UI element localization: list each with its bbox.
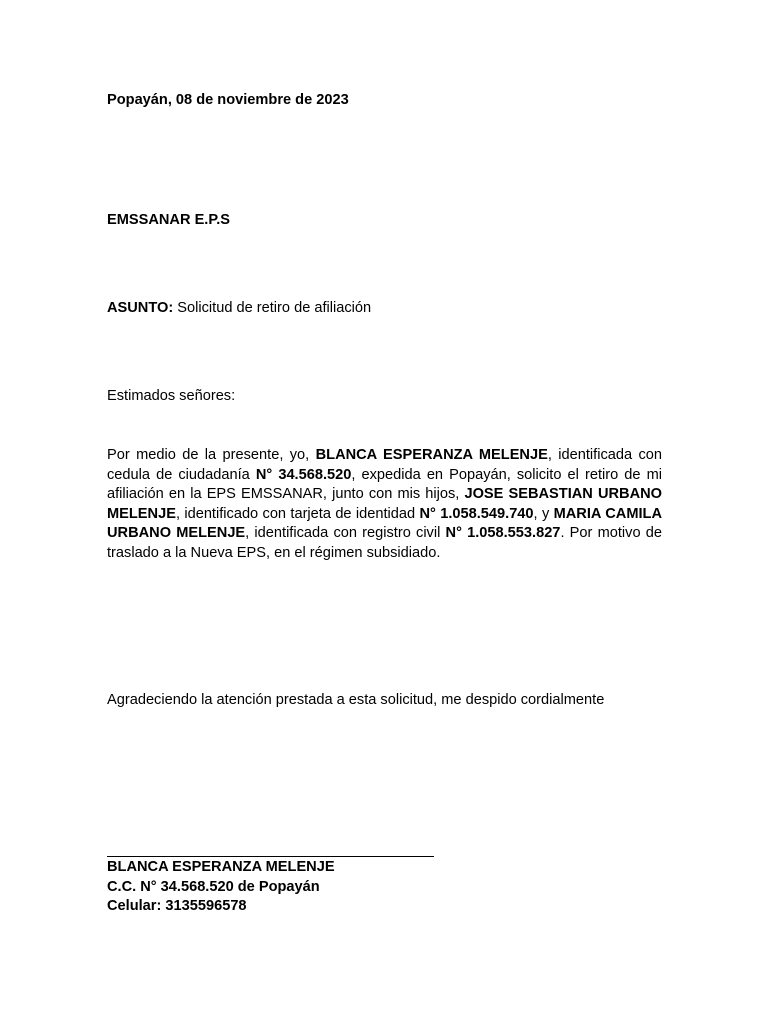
signature-block bbox=[107, 858, 662, 917]
body-text: , expedida en Popayán, solicito el retiro de mi afiliación en la EPS EMSSANAR, junto con mis hijos, bbox=[107, 466, 662, 502]
letter-recipient: EMSSANAR E.P.S bbox=[107, 212, 230, 228]
subject-text: Solicitud de retiro de afiliación bbox=[173, 300, 372, 316]
body-sender-id: N° 34.568.520 bbox=[255, 466, 352, 483]
body-text: . Por motivo de traslado a la Nueva EPS, en el régimen subsidiado. bbox=[107, 525, 662, 561]
signature-name: BLANCA ESPERANZA MELENJE bbox=[107, 859, 335, 875]
signature-line bbox=[107, 856, 434, 857]
body-child1-name: JOSE SEBASTIAN URBANO MELENJE bbox=[107, 486, 662, 522]
body-text: , identificada con cedula de ciudadanía bbox=[107, 447, 662, 483]
signature-id: C.C. N° 34.568.520 de Popayán bbox=[107, 878, 320, 895]
body-child2-id: N° 1.058.553.827 bbox=[445, 525, 561, 541]
letter-date: Popayán, 08 de noviembre de 2023 bbox=[107, 92, 349, 108]
body-text: , identificada con registro civil bbox=[245, 525, 446, 541]
letter-greeting: Estimados señores: bbox=[107, 388, 236, 404]
body-text: , y bbox=[533, 505, 554, 522]
body-child1-id: N° 1.058.549.740 bbox=[419, 505, 534, 522]
letter-body bbox=[107, 446, 662, 563]
body-text: Por medio de la presente, yo, bbox=[107, 447, 316, 463]
body-child2-name: MARIA CAMILA URBANO MELENJE bbox=[107, 505, 662, 541]
letter-subject bbox=[107, 299, 662, 319]
letter-closing: Agradeciendo la atención prestada a esta solicitud, me despido cordialmente bbox=[107, 692, 605, 708]
body-sender-name: BLANCA ESPERANZA MELENJE bbox=[315, 447, 548, 463]
signature-phone: Celular: 3135596578 bbox=[107, 898, 247, 914]
subject-label: ASUNTO: bbox=[107, 300, 174, 316]
body-text: , identificado con tarjeta de identidad bbox=[175, 505, 420, 522]
